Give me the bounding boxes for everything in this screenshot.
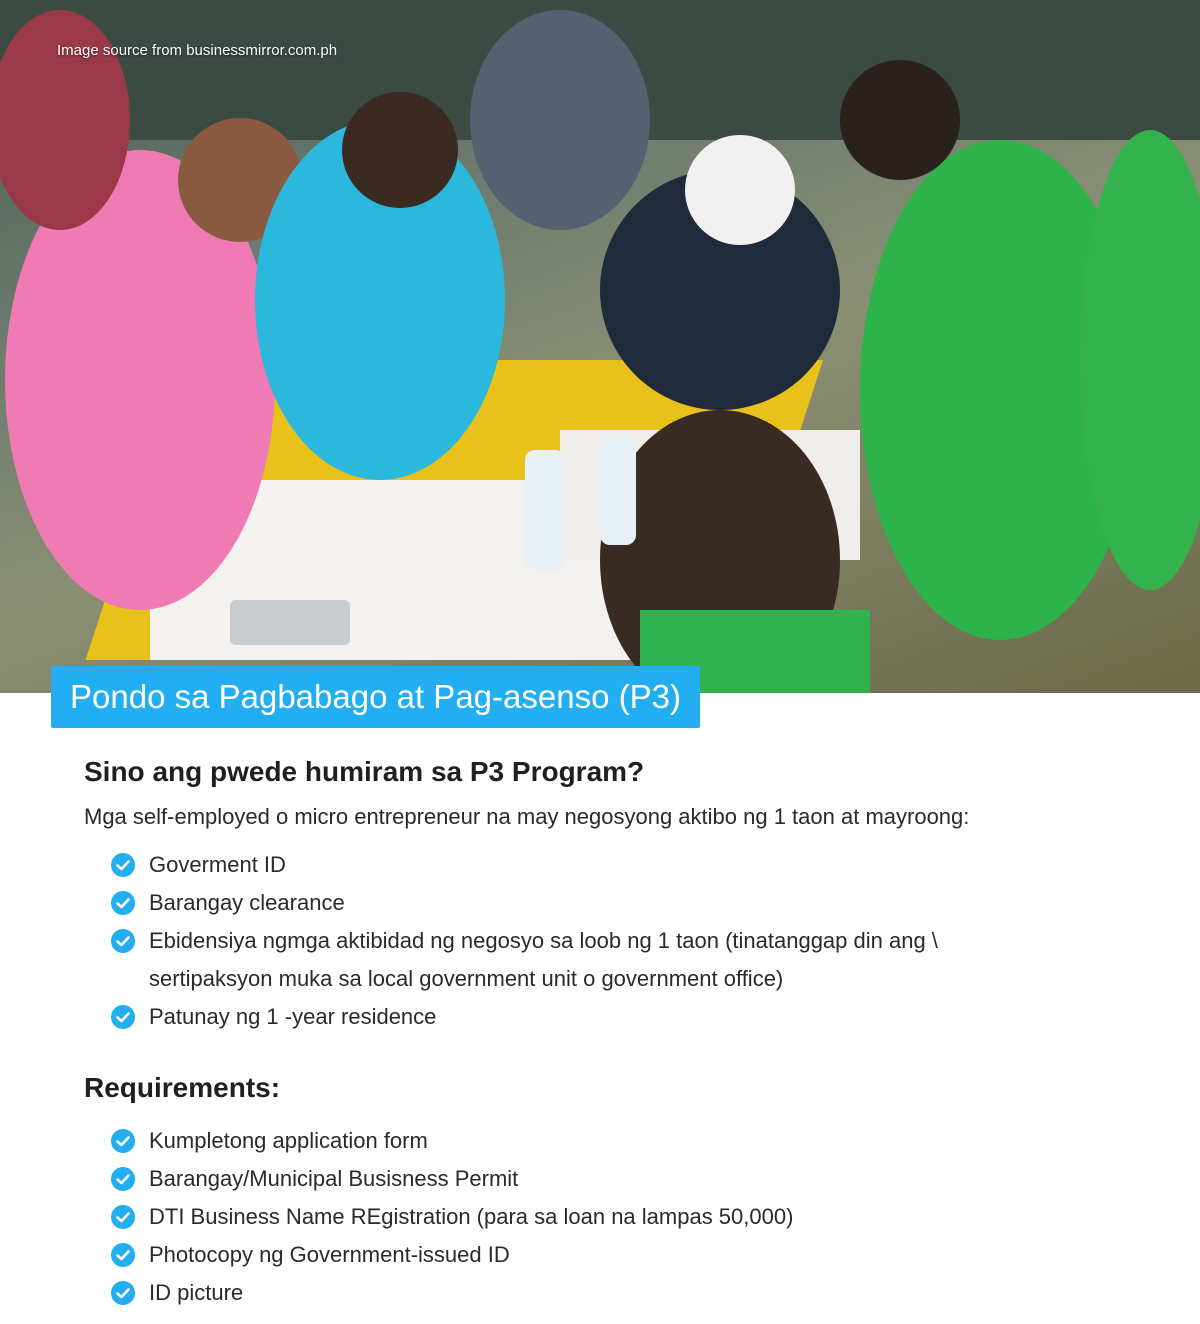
check-circle-icon bbox=[111, 1205, 135, 1229]
list-item bbox=[111, 1122, 1164, 1160]
list-item bbox=[111, 846, 1164, 884]
content-area bbox=[84, 752, 1164, 1312]
list-item bbox=[111, 1198, 1164, 1236]
list-item-label: Kumpletong application form bbox=[149, 1128, 428, 1153]
check-circle-icon bbox=[111, 1167, 135, 1191]
eligibility-intro: Mga self-employed o micro entrepreneur na may negosyong aktibo ng 1 taon at mayroong: bbox=[84, 804, 970, 829]
list-item bbox=[111, 1274, 1164, 1312]
image-source-note: Image source from businessmirror.com.ph bbox=[57, 42, 338, 59]
check-circle-icon bbox=[111, 1129, 135, 1153]
list-item-label: Barangay/Municipal Busisness Permit bbox=[149, 1166, 519, 1191]
list-item-label: Goverment ID bbox=[149, 852, 286, 877]
list-item-label: Patunay ng 1 -year residence bbox=[149, 1004, 437, 1029]
list-item bbox=[111, 1236, 1164, 1274]
eligibility-list bbox=[84, 846, 1164, 1036]
check-circle-icon bbox=[111, 1243, 135, 1267]
check-circle-icon bbox=[111, 853, 135, 877]
list-item-label: DTI Business Name REgistration (para sa loan na lampas 50,000) bbox=[149, 1204, 794, 1229]
check-circle-icon bbox=[111, 1005, 135, 1029]
list-item-label: Photocopy ng Government-issued ID bbox=[149, 1242, 510, 1267]
program-title-banner: Pondo sa Pagbabago at Pag-asenso (P3) bbox=[51, 666, 700, 728]
list-item bbox=[111, 922, 1164, 998]
check-circle-icon bbox=[111, 1281, 135, 1305]
list-item-label: Ebidensiya ngmga aktibidad ng negosyo sa loob ng 1 taon (tinatanggap din ang \ sertipaksyon muka sa local government unit o government office) bbox=[149, 928, 938, 991]
check-circle-icon bbox=[111, 891, 135, 915]
eligibility-heading: Sino ang pwede humiram sa P3 Program? bbox=[84, 756, 645, 787]
list-item-label: ID picture bbox=[149, 1280, 244, 1305]
list-item-label: Barangay clearance bbox=[149, 890, 345, 915]
requirements-list bbox=[84, 1122, 1164, 1312]
list-item bbox=[111, 998, 1164, 1036]
list-item bbox=[111, 884, 1164, 922]
requirements-heading: Requirements: bbox=[84, 1072, 281, 1103]
list-item bbox=[111, 1160, 1164, 1198]
check-circle-icon bbox=[111, 929, 135, 953]
